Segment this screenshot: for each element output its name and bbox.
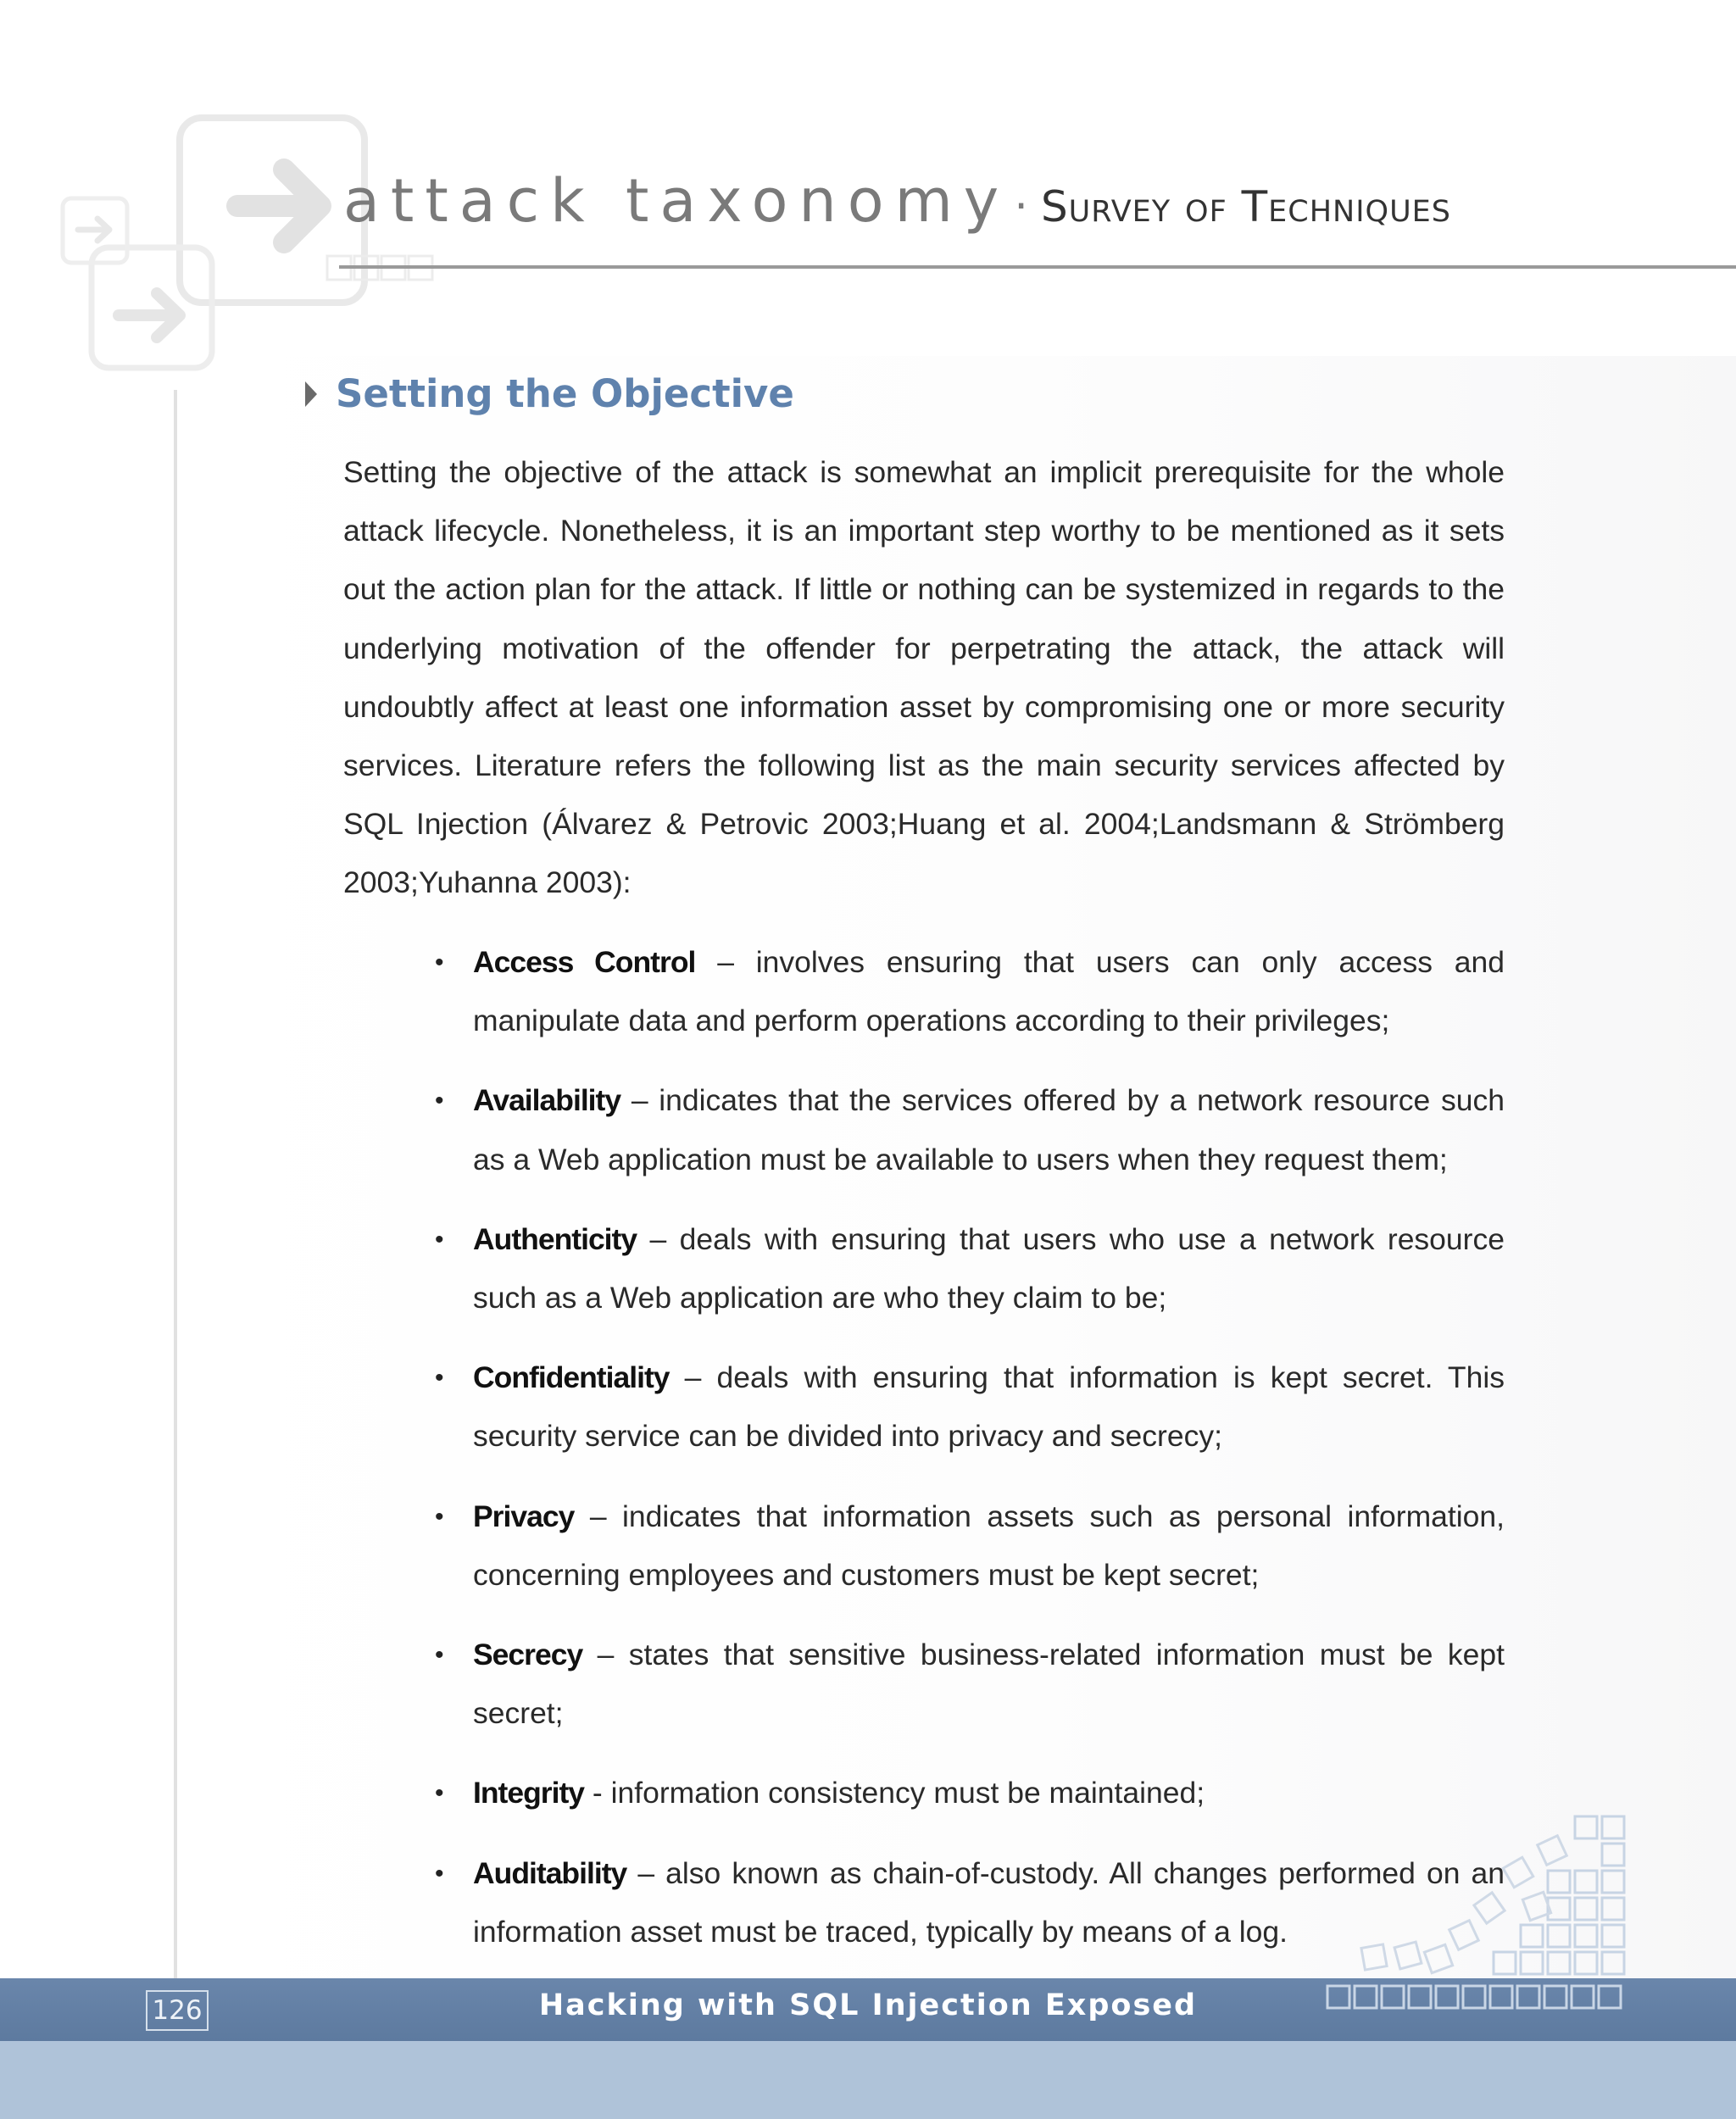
service-term: Auditability: [473, 1855, 627, 1890]
service-term: Availability: [473, 1083, 621, 1118]
bullet-icon: •: [435, 948, 444, 976]
header-separator: ·: [1014, 181, 1028, 232]
list-item: [428, 1626, 1505, 1743]
arrow-box-medium-icon: [92, 247, 212, 368]
arrow-box-small-icon: [63, 198, 127, 263]
list-item: [428, 1764, 1505, 1822]
margin-rule: [174, 390, 177, 1979]
bullet-icon: •: [435, 1087, 444, 1115]
service-term: Secrecy: [473, 1638, 583, 1672]
service-term: Integrity: [473, 1776, 585, 1810]
service-description: – indicates that the services offered by a network resource such as a Web application must be available to users when they request them;: [473, 1083, 1505, 1176]
book-title: Hacking with SQL Injection Exposed: [538, 1988, 1198, 2022]
service-description: – states that sensitive business-related information must be kept secret;: [473, 1638, 1505, 1731]
arrow-box-large-icon: [180, 118, 364, 303]
bullet-icon: •: [435, 1859, 444, 1888]
triangle-bullet-icon: [305, 381, 317, 407]
header-subtitle: Survey of Techniques: [1040, 182, 1452, 231]
section-heading: [305, 371, 794, 416]
bullet-icon: •: [435, 1364, 444, 1393]
list-item: [428, 1071, 1505, 1188]
list-item: [428, 933, 1505, 1050]
arrow-medium-icon: [119, 293, 180, 337]
list-item: [428, 1349, 1505, 1466]
service-term: Confidentiality: [473, 1360, 670, 1395]
bullet-icon: •: [435, 1502, 444, 1531]
bullet-icon: •: [435, 1225, 444, 1254]
service-description: – deals with ensuring that information is kept secret. This security service can be divided into privacy and secrecy;: [473, 1360, 1505, 1454]
service-description: – indicates that information assets such as personal information, concerning employees and customers must be kept secret;: [473, 1499, 1505, 1592]
service-term: Privacy: [473, 1499, 575, 1533]
service-description: – involves ensuring that users can only access and manipulate data and perform operations according to their privileges;: [473, 945, 1505, 1038]
service-term: Authenticity: [473, 1221, 637, 1256]
list-item: [428, 1210, 1505, 1327]
service-description: - information consistency must be maintained;: [584, 1776, 1205, 1810]
header-topic: attack taxonomy: [343, 166, 1010, 236]
service-description: – deals with ensuring that users who use a network resource such as a Web application are who they claim to be;: [473, 1221, 1505, 1315]
security-services-list: [428, 933, 1505, 1983]
bullet-icon: •: [435, 1779, 444, 1808]
footer-bottom-strip: [0, 2041, 1736, 2119]
running-header: [343, 166, 1451, 236]
service-term: Access Control: [473, 945, 696, 979]
intro-paragraph: Setting the objective of the attack is somewhat an implicit prerequisite for the whole attack lifecycle. Nonetheless, it is an important step worthy to be mentioned as it sets out the action plan for the attack. If little or nothing can be systemized in regards to the underlying motivation of the offender for perpetrating the attack, the attack will undoubtly affect at least one information asset by compromising one or more security services. Literature refers the following list as the main security services affected by SQL Injection (Álvarez & Petrovic 2003;Huang et al. 2004;Landsmann & Strömberg 2003;Yuhanna 2003):: [343, 455, 1505, 900]
section-title: Setting the Objective: [336, 371, 794, 416]
arrow-large-icon: [237, 170, 320, 242]
arrow-small-icon: [78, 219, 109, 241]
list-item: [428, 1488, 1505, 1605]
header-rule: [339, 265, 1736, 269]
service-description: – also known as chain-of-custody. All changes performed on an information asset must be traced, typically by means of a log.: [473, 1855, 1505, 1949]
bullet-icon: •: [435, 1641, 444, 1670]
page-number: 126: [146, 1990, 209, 2031]
list-item: [428, 1844, 1505, 1961]
